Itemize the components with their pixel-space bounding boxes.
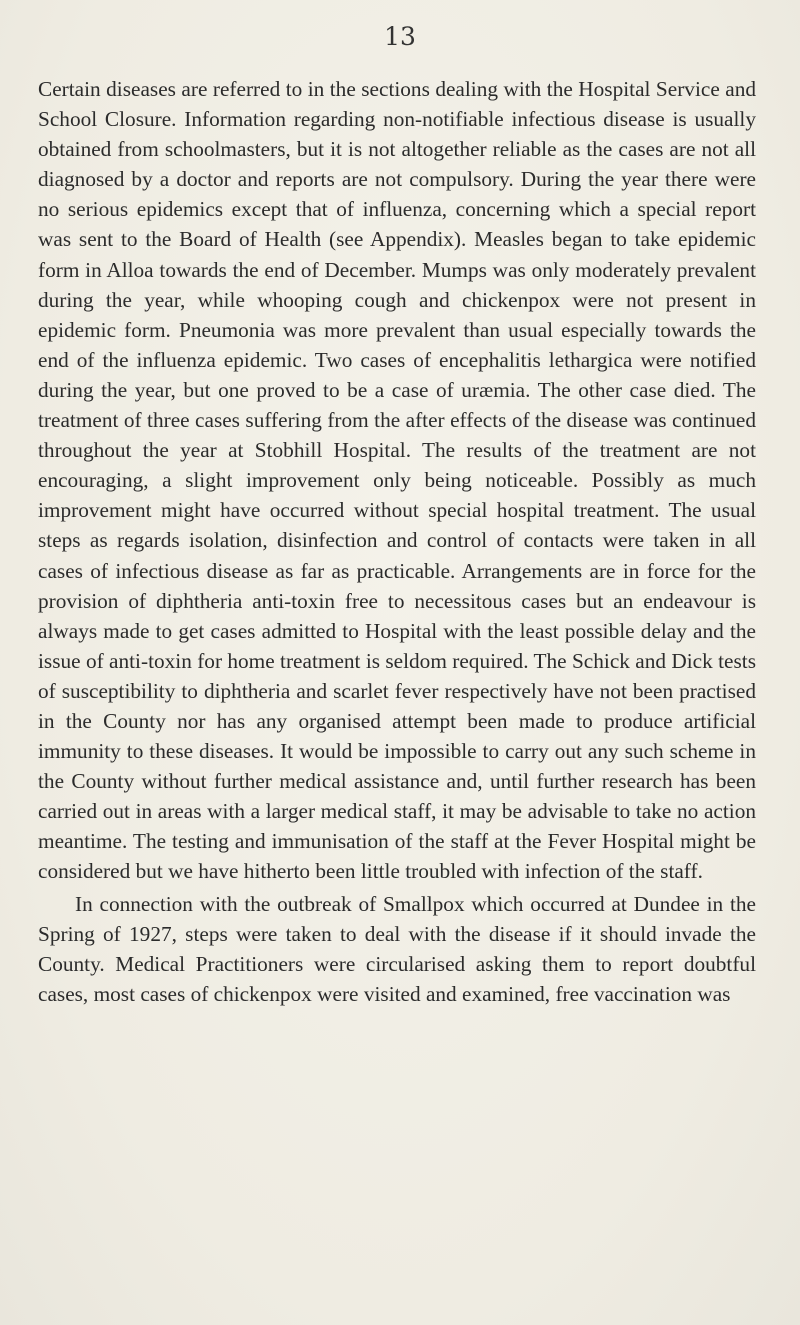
paragraph: In connection with the outbreak of Smallpox which occurred at Dundee in the Spring of 1927, steps were taken to deal with the disease if it should invade the County. Medical Practitioners were circularised asking them to report doubtful cases, most cases of chickenpox were visited and examined, free vaccination was [38,891,756,1006]
page-number: 13 [384,22,416,51]
body-text [38,74,756,1009]
paragraph: Certain diseases are referred to in the sections dealing with the Hospital Service and School Closure. Information regarding non-notifiable infectious disease is usually obtained from schoolmasters, but it is not altogether reliable as the cases are not all diagnosed by a doctor and reports are not compulsory. During the year there were no serious epidemics except that of influenza, concerning which a special report was sent to the Board of Health (see Appendix). Measles began to take epidemic form in Alloa towards the end of December. Mumps was only moderately prevalent during the year, while whooping cough and chickenpox were not present in epidemic form. Pneumonia was more prevalent than usual especially towards the end of the influenza epidemic. Two cases of encephalitis lethargica were notified during the year, but one proved to be a case of uræmia. The other case died. The treatment of three cases suffering from the after effects of the disease was continued throughout the year at Stobhill Hospital. The results of the treatment are not encouraging, a slight improvement only being noticeable. Possibly as much improvement might have occurred without special hospital treatment. The usual steps as regards isolation, disinfection and control of contacts were taken in all cases of infectious disease as far as practicable. Arrangements are in force for the provision of diphtheria anti-toxin free to necessitous cases but an endeavour is always made to get cases admitted to Hospital with the least possible delay and the issue of anti-toxin for home treatment is seldom required. The Schick and Dick tests of susceptibility to diphtheria and scarlet fever respectively have not been practised in the County nor has any organised attempt been made to produce artificial immunity to these diseases. It would be impossible to carry out any such scheme in the County without further medical assistance and, until further research has been carried out in areas with a larger medical staff, it may be advisable to take no action meantime. The testing and immunisation of the staff at the Fever Hospital might be considered but we have hitherto been little troubled with infection of the staff. [38,77,756,884]
